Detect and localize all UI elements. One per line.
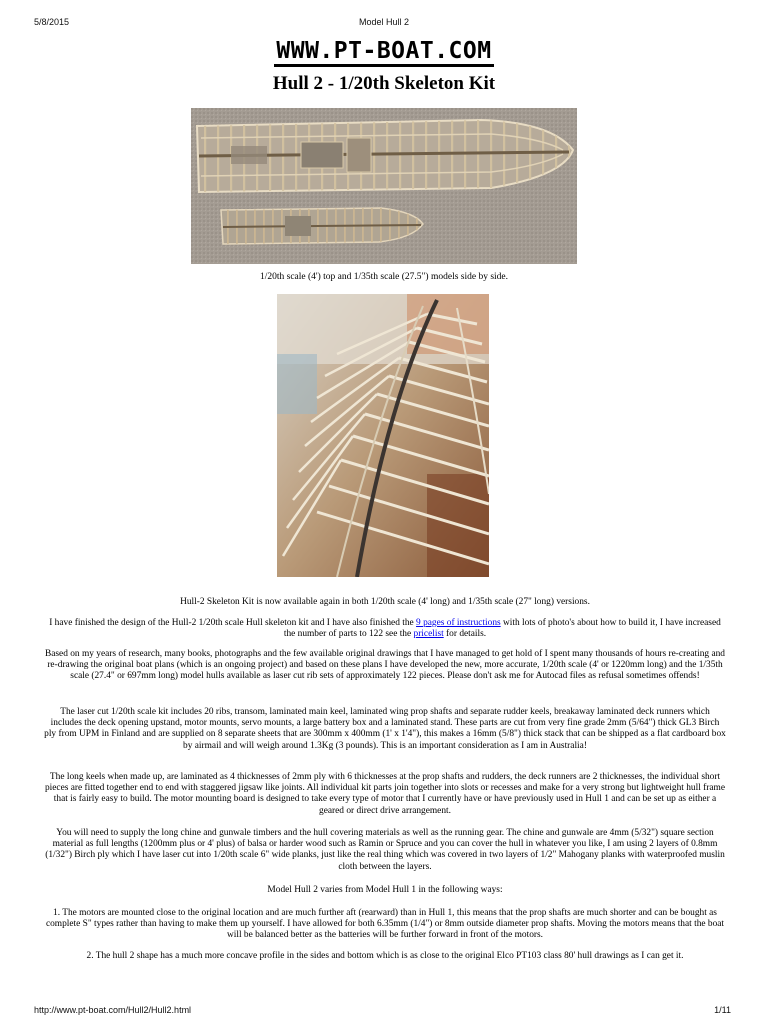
hull-ribs-closeup-photo [277, 294, 489, 577]
list-item-2: 2. The hull 2 shape has a much more concave profile in the sides and bottom which is as close to the original Elco PT103 class 80' hull drawings as I can get it. [86, 951, 684, 961]
para-finished: I have finished the design of the Hull-2 1/20th scale Hull skeleton kit and I have also finished the 9 pages of instructions with lots of photo's about how to build it, I have increased the number of parts to 122 see the pricelist for details. [49, 618, 721, 640]
print-title: Model Hull 2 [358, 17, 410, 27]
para-supply: You will need to supply the long chine and gunwale timbers and the hull covering materials as well as the running gear. The chine and gunwale are 4mm (5/32") square section material as full lengths (1200mm plus or 4' plus) of balsa or harder wood such as Ramin or Spruce and you can cover the hull in whatever you like, I am using 2 layers of 0.8mm (1/32") Birch ply which I have laser cut into 1/20th scale 6" wide planks, just like the real thing which was covered in two layers of 1/2" Mahogany planks with waterproofed muslin cloth between the layers. [45, 828, 725, 872]
print-header [0, 17, 768, 31]
site-logo[interactable]: WWW.PT-BOAT.COM [0, 38, 768, 67]
para-available: Hull-2 Skeleton Kit is now available again in both 1/20th scale (4' long) and 1/35th scale (27" long) versions. [180, 597, 590, 607]
hull-comparison-photo [191, 108, 577, 264]
page-number: 1/11 [714, 1005, 731, 1015]
instructions-link[interactable]: 9 pages of instructions [416, 618, 501, 628]
photo-caption: 1/20th scale (4') top and 1/35th scale (27.5") models side by side. [259, 272, 509, 282]
page-url: http://www.pt-boat.com/Hull2/Hull2.html [34, 1005, 192, 1015]
para-lasercut: The laser cut 1/20th scale kit includes 20 ribs, transom, laminated main keel, laminated wing prop shafts and separate rudder keels, breakaway laminated deck runners which includes the deck opening upstand, motor mounts, servo mounts, a large battery box and a laminated stand. These parts are cut from very fine grade 2mm (5/64") thick GL3 Birch ply from UPM in Finland and are supplied on 8 separate sheets that are 300mm x 400mm (1' x 1'4"), this makes a 16mm (5/8") thick stack that can be shipped as a flat cardboard box by airmail and will weigh around 1.3Kg (3 pounds). This is an important consideration as I am in Australia! [44, 707, 726, 751]
para-research: Based on my years of research, many books, photographs and the few available original drawings that I have managed to get hold of I spent many thousands of hours re-creating and re-drawing the original boat plans (which is an ongoing project) and based on these plans I have developed the new, more accurate, 1/20th scale (4' or 1220mm long) and the 1/35th scale (27.4" or 697mm long) model hulls available as laser cut rib sets of approximately 122 pieces. Please don't ask me for Autocad files as refusal sometimes offends! [44, 649, 725, 682]
page-title: Hull 2 - 1/20th Skeleton Kit [272, 73, 496, 94]
print-footer [0, 1005, 768, 1019]
para-varies: Model Hull 2 varies from Model Hull 1 in the following ways: [267, 885, 503, 895]
list-item-1: 1. The motors are mounted close to the original location and are much further aft (rearward) than in Hull 1, this means that the prop shafts are much shorter and can be bought as complete S" types rather than having to make them up yourself. I have allowed for both 6.35mm (1/4") or 8mm outside diameter prop shafts. Moving the motors means that the boat will be balanced better as the batteries will be further forward in front of the motors. [45, 908, 725, 941]
print-date: 5/8/2015 [34, 17, 70, 27]
pricelist-link[interactable]: pricelist [413, 629, 444, 640]
para-keels: The long keels when made up, are laminated as 4 thicknesses of 2mm ply with 6 thicknesses at the prop shafts and rudders, the deck runners are 2 thicknesses, the individual short pieces are fitted together end to end with staggered jigsaw like joints. All individual kit parts join together into slots or recesses and make for a very strong but lightweight hull frame that is fairly easy to build. The motor mounting board is designed to take every type of motor that I currently have or have previously used in Hull 1 and can be set up as either a geared or direct drive arrangement. [44, 772, 726, 816]
